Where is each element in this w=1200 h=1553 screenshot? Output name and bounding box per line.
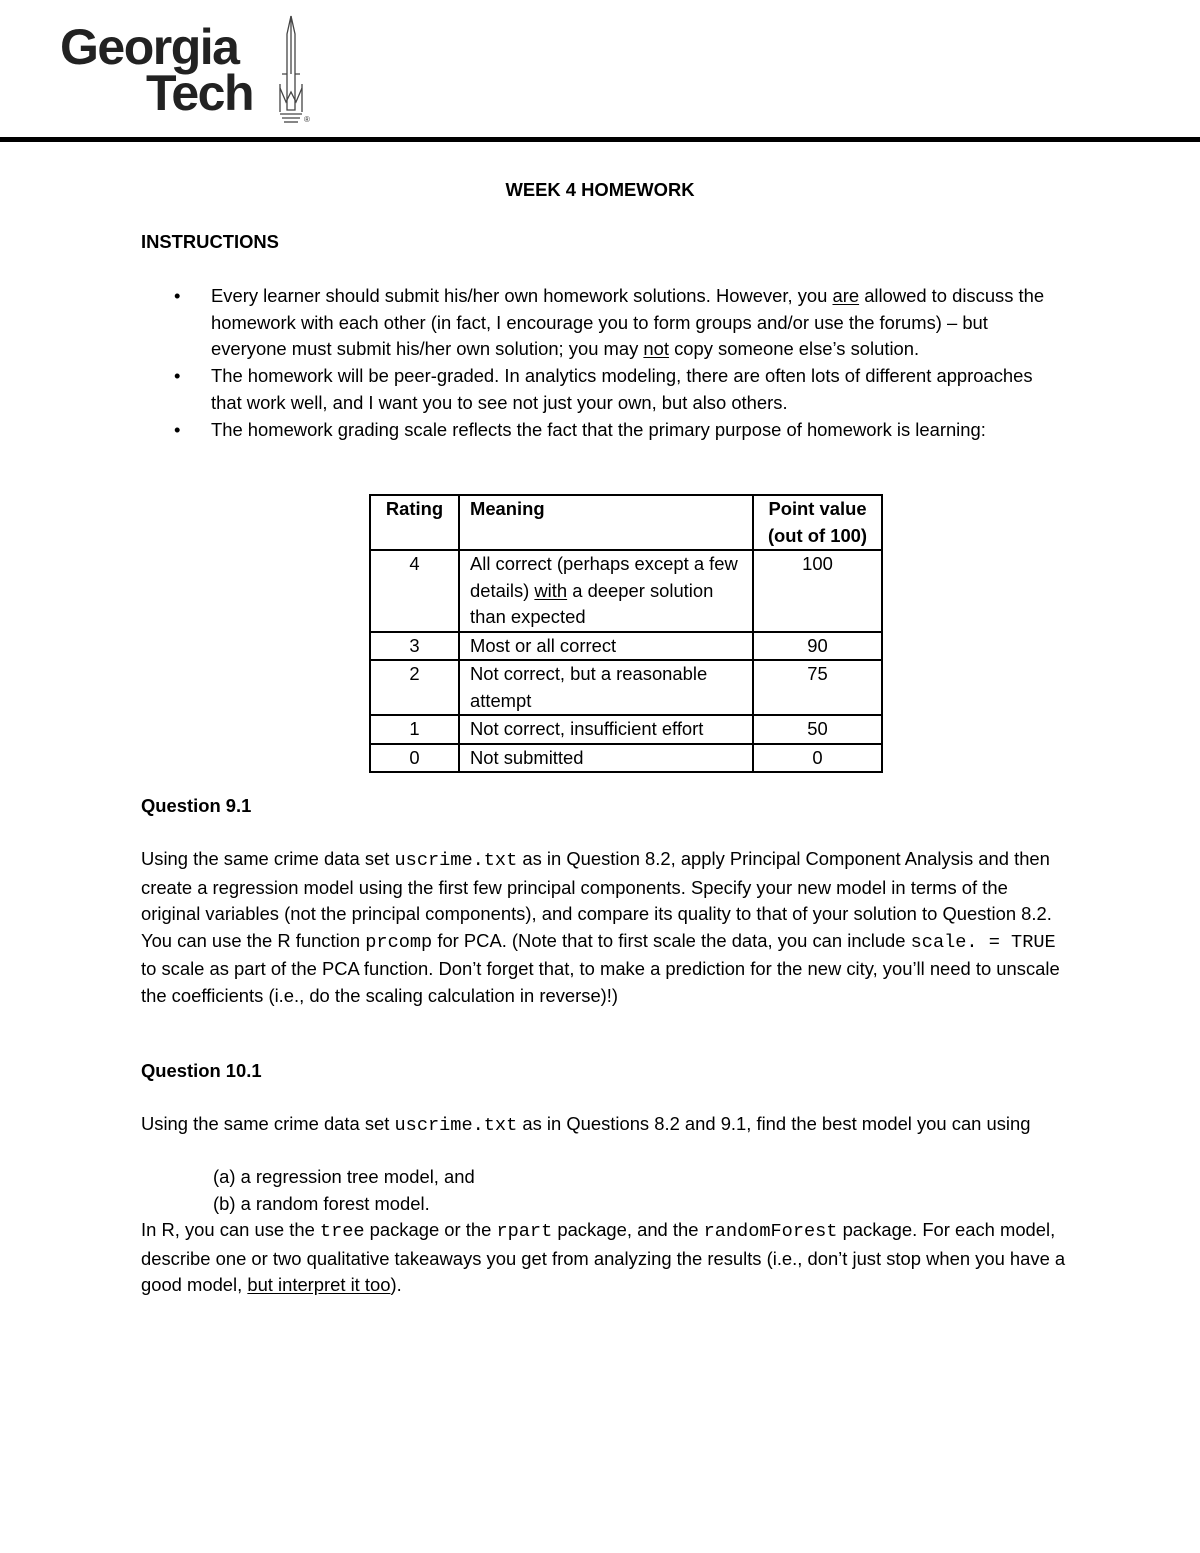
meaning-cell: Most or all correct: [459, 632, 753, 661]
instructions-list: [141, 283, 1061, 443]
table-row: [370, 660, 882, 715]
bullet-icon: •: [174, 365, 181, 387]
question-10-1-item-a: (a) a regression tree model, and: [213, 1166, 475, 1187]
svg-text:Tech: Tech: [146, 65, 253, 121]
list-item: • The homework will be peer-graded. In analytics modeling, there are often lots of different approaches that work well, and I want you to see not just your own, but also others.: [174, 365, 1033, 413]
question-10-1-body: Using the same crime data set uscrime.txt as in Questions 8.2 and 9.1, find the best model you can using: [141, 1113, 1031, 1136]
table-row: [370, 744, 882, 773]
column-header-rating: Rating: [370, 495, 459, 550]
list-item: • The homework grading scale reflects the fact that the primary purpose of homework is learning:: [141, 417, 1061, 444]
bullet-icon: •: [174, 285, 181, 306]
meaning-cell: Not correct, but a reasonable attempt: [459, 660, 753, 715]
bullet-icon: •: [174, 418, 181, 440]
georgia-tech-logo: [58, 14, 328, 130]
rating-cell: 4: [370, 550, 459, 632]
document-title: WEEK 4 HOMEWORK: [505, 179, 695, 200]
question-10-1-heading: Question 10.1: [141, 1060, 262, 1081]
rating-cell: 2: [370, 660, 459, 715]
rating-cell: 0: [370, 744, 459, 773]
grading-scale-table: [369, 494, 883, 773]
table-header-row: [370, 495, 882, 550]
header-rule: [0, 137, 1200, 142]
question-9-1-body: Using the same crime data set uscrime.txt as in Question 8.2, apply Principal Component Analysis and then create a regression model using the first few principal components. Specify your new model in terms of the original variables (not the principal components), and compare its quality to that of your solution to Question 8.2. You can use the R function prcomp for PCA. (Note that to first scale the data, you can include scale. = TRUE to scale as part of the PCA function. Don’t forget that, to make a prediction for the new city, you’ll need to unscale the coefficients (i.e., do the scaling calculation in reverse)!): [141, 848, 1060, 1006]
points-cell: 0: [753, 744, 882, 773]
table-row: [370, 715, 882, 744]
table-row: [370, 550, 882, 632]
question-10-1-packages: In R, you can use the tree package or the rpart package, and the randomForest package. For each model, describe one or two qualitative takeaways you get from analyzing the results (i.e., don’t just stop when you have a good model, but interpret it too).: [141, 1219, 1066, 1296]
svg-text:®: ®: [304, 115, 310, 124]
points-cell: 50: [753, 715, 882, 744]
meaning-cell: Not correct, insufficient effort: [459, 715, 753, 744]
rating-cell: 3: [370, 632, 459, 661]
question-10-1-item-b: (b) a random forest model.: [213, 1193, 430, 1214]
meaning-cell: Not submitted: [459, 744, 753, 773]
column-header-points: Point value (out of 100): [753, 495, 882, 550]
points-cell: 100: [753, 550, 882, 632]
table-row: [370, 632, 882, 661]
column-header-meaning: Meaning: [459, 495, 753, 550]
georgia-tech-wordmark-icon: [58, 14, 328, 130]
rating-cell: 1: [370, 715, 459, 744]
points-cell: 90: [753, 632, 882, 661]
question-9-1-heading: Question 9.1: [141, 795, 252, 816]
list-item: • Every learner should submit his/her own homework solutions. However, you are allowed to discuss the homework with each other (in fact, I encourage you to form groups and/or use the forums) – but everyone must submit his/her own solution; you may not copy someone else’s solution.: [174, 285, 1045, 360]
svg-text:Georgia: Georgia: [60, 19, 239, 75]
meaning-cell: All correct (perhaps except a few details) with a deeper solution than expected: [459, 550, 753, 632]
points-cell: 75: [753, 660, 882, 715]
instructions-heading: INSTRUCTIONS: [141, 231, 279, 252]
